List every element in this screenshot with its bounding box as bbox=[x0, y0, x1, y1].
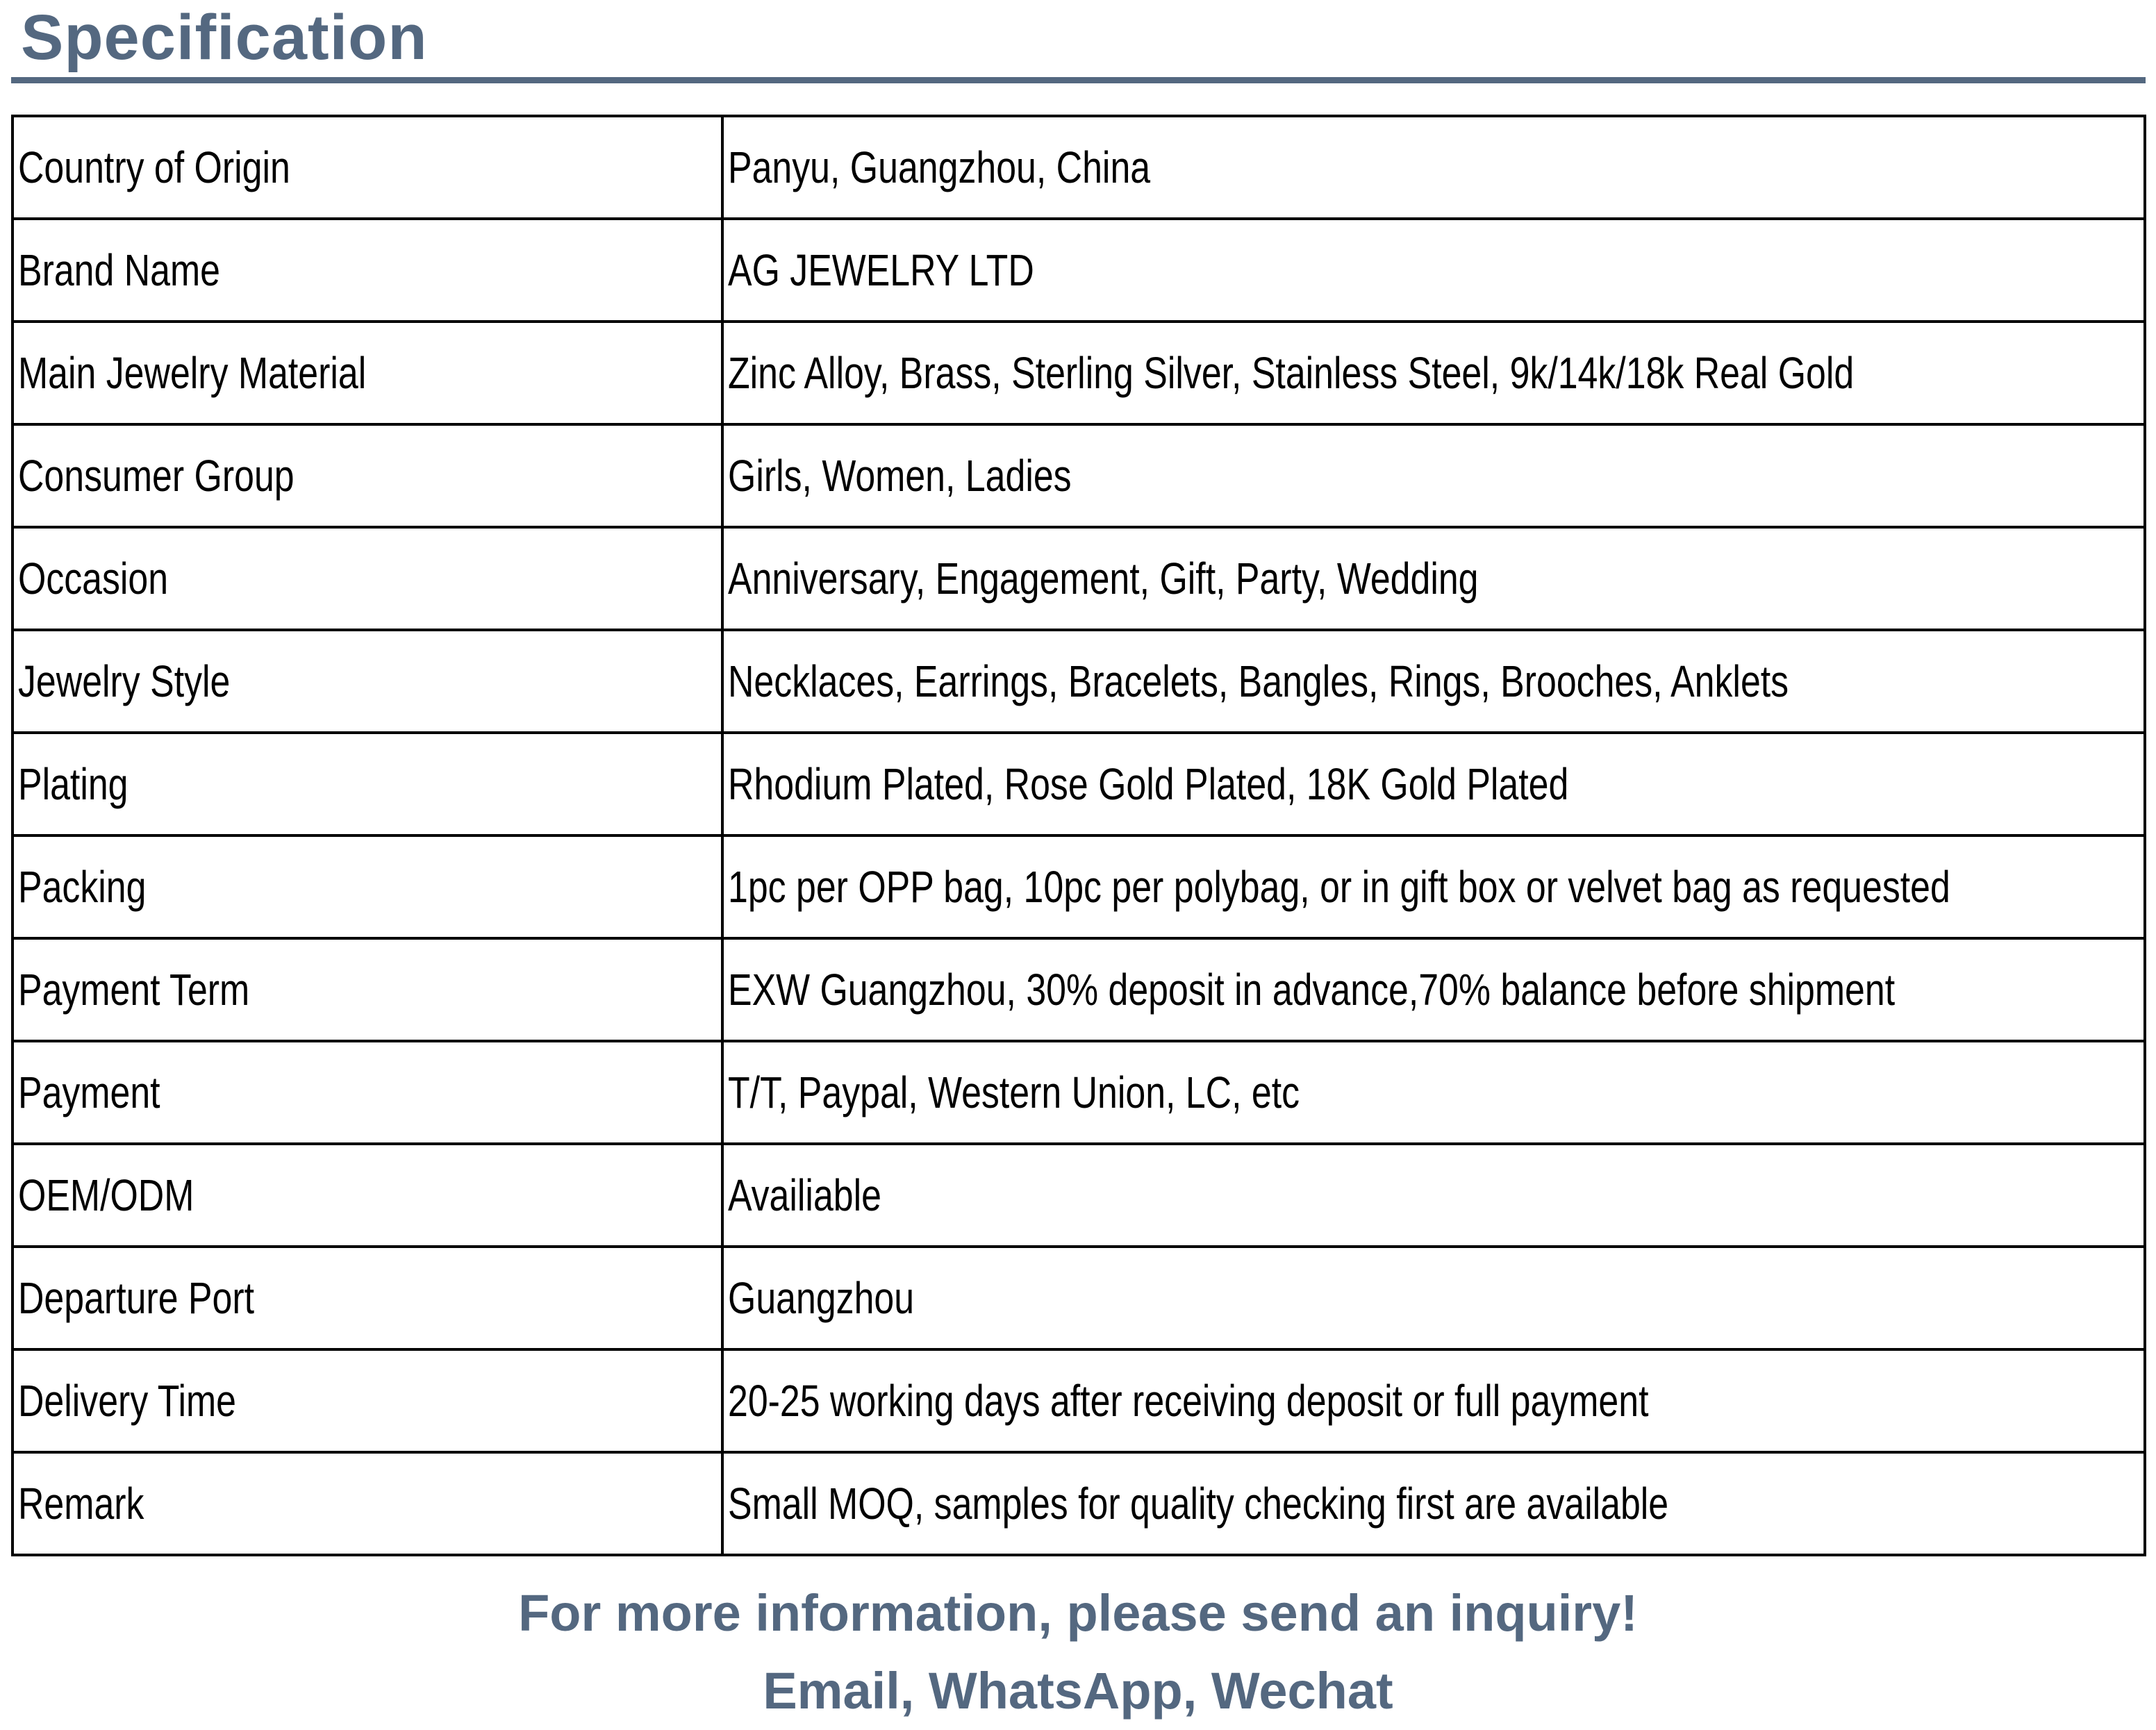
spec-label-text: Packing bbox=[18, 862, 147, 912]
spec-label-cell bbox=[13, 116, 722, 219]
spec-label-cell bbox=[13, 1041, 722, 1144]
spec-value-cell bbox=[722, 1041, 2145, 1144]
table-row bbox=[13, 1452, 2145, 1555]
spec-value-cell bbox=[722, 1349, 2145, 1452]
spec-label-cell bbox=[13, 733, 722, 835]
spec-value-text: 20-25 working days after receiving deposit or full payment bbox=[728, 1376, 1649, 1426]
spec-label-text: Main Jewelry Material bbox=[18, 348, 367, 398]
footer bbox=[0, 1574, 2156, 1730]
spec-label-text: Delivery Time bbox=[18, 1376, 236, 1426]
spec-label-text: Country of Origin bbox=[18, 142, 290, 192]
table-row bbox=[13, 733, 2145, 835]
spec-label-cell bbox=[13, 1144, 722, 1247]
spec-value-text: Necklaces, Earrings, Bracelets, Bangles, Rings, Brooches, Anklets bbox=[728, 656, 1789, 706]
spec-value-text: AG JEWELRY LTD bbox=[728, 245, 1034, 295]
page-title: Specification bbox=[21, 2, 428, 73]
spec-value-cell bbox=[722, 424, 2145, 527]
specification-table bbox=[11, 115, 2146, 1556]
table-row bbox=[13, 1144, 2145, 1247]
table-row bbox=[13, 1247, 2145, 1349]
table-row bbox=[13, 116, 2145, 219]
spec-label-cell bbox=[13, 219, 722, 322]
spec-label-text: Payment Term bbox=[18, 965, 250, 1015]
spec-label-cell bbox=[13, 424, 722, 527]
spec-label-text: Consumer Group bbox=[18, 451, 295, 501]
spec-value-cell bbox=[722, 733, 2145, 835]
spec-label-text: Payment bbox=[18, 1067, 160, 1117]
table-row bbox=[13, 322, 2145, 424]
spec-value-text: EXW Guangzhou, 30% deposit in advance,70% balance before shipment bbox=[728, 965, 1896, 1015]
spec-value-text: 1pc per OPP bag, 10pc per polybag, or in gift box or velvet bag as requested bbox=[728, 862, 1950, 912]
spec-label-text: Brand Name bbox=[18, 245, 221, 295]
spec-value-text: Girls, Women, Ladies bbox=[728, 451, 1072, 501]
footer-contact-line: Email, WhatsApp, Wechat bbox=[763, 1662, 1393, 1720]
specification-table-body bbox=[13, 116, 2145, 1555]
footer-inquiry-line: For more information, please send an inquiry! bbox=[518, 1584, 1638, 1642]
spec-value-cell bbox=[722, 1144, 2145, 1247]
table-row bbox=[13, 1041, 2145, 1144]
spec-value-text: Panyu, Guangzhou, China bbox=[728, 142, 1151, 192]
spec-value-text: Small MOQ, samples for quality checking first are available bbox=[728, 1479, 1669, 1529]
spec-value-cell bbox=[722, 1247, 2145, 1349]
table-row bbox=[13, 938, 2145, 1041]
spec-value-text: Rhodium Plated, Rose Gold Plated, 18K Gold Plated bbox=[728, 759, 1569, 809]
spec-label-text: Occasion bbox=[18, 554, 169, 604]
table-row bbox=[13, 835, 2145, 938]
spec-value-text: Guangzhou bbox=[728, 1273, 915, 1323]
spec-label-text: Departure Port bbox=[18, 1273, 254, 1323]
spec-value-text: Availiable bbox=[728, 1170, 881, 1220]
spec-value-text: Anniversary, Engagement, Gift, Party, Wedding bbox=[728, 554, 1479, 604]
table-row bbox=[13, 424, 2145, 527]
spec-label-text: Remark bbox=[18, 1479, 144, 1529]
spec-label-text: Plating bbox=[18, 759, 128, 809]
spec-label-cell bbox=[13, 835, 722, 938]
spec-label-cell bbox=[13, 630, 722, 733]
spec-label-cell bbox=[13, 1452, 722, 1555]
table-row bbox=[13, 219, 2145, 322]
table-row bbox=[13, 630, 2145, 733]
title-underline-rule bbox=[11, 77, 2146, 83]
spec-value-cell bbox=[722, 219, 2145, 322]
spec-label-text: OEM/ODM bbox=[18, 1170, 194, 1220]
spec-value-cell bbox=[722, 527, 2145, 630]
spec-value-cell bbox=[722, 1452, 2145, 1555]
spec-value-cell bbox=[722, 322, 2145, 424]
spec-label-text: Jewelry Style bbox=[18, 656, 231, 706]
table-row bbox=[13, 1349, 2145, 1452]
spec-label-cell bbox=[13, 1247, 722, 1349]
spec-value-text: Zinc Alloy, Brass, Sterling Silver, Stainless Steel, 9k/14k/18k Real Gold bbox=[728, 348, 1855, 398]
spec-label-cell bbox=[13, 527, 722, 630]
spec-value-cell bbox=[722, 116, 2145, 219]
spec-value-cell bbox=[722, 630, 2145, 733]
spec-label-cell bbox=[13, 938, 722, 1041]
spec-value-cell bbox=[722, 835, 2145, 938]
spec-label-cell bbox=[13, 322, 722, 424]
spec-value-text: T/T, Paypal, Western Union, LC, etc bbox=[728, 1067, 1300, 1117]
spec-value-cell bbox=[722, 938, 2145, 1041]
spec-label-cell bbox=[13, 1349, 722, 1452]
table-row bbox=[13, 527, 2145, 630]
